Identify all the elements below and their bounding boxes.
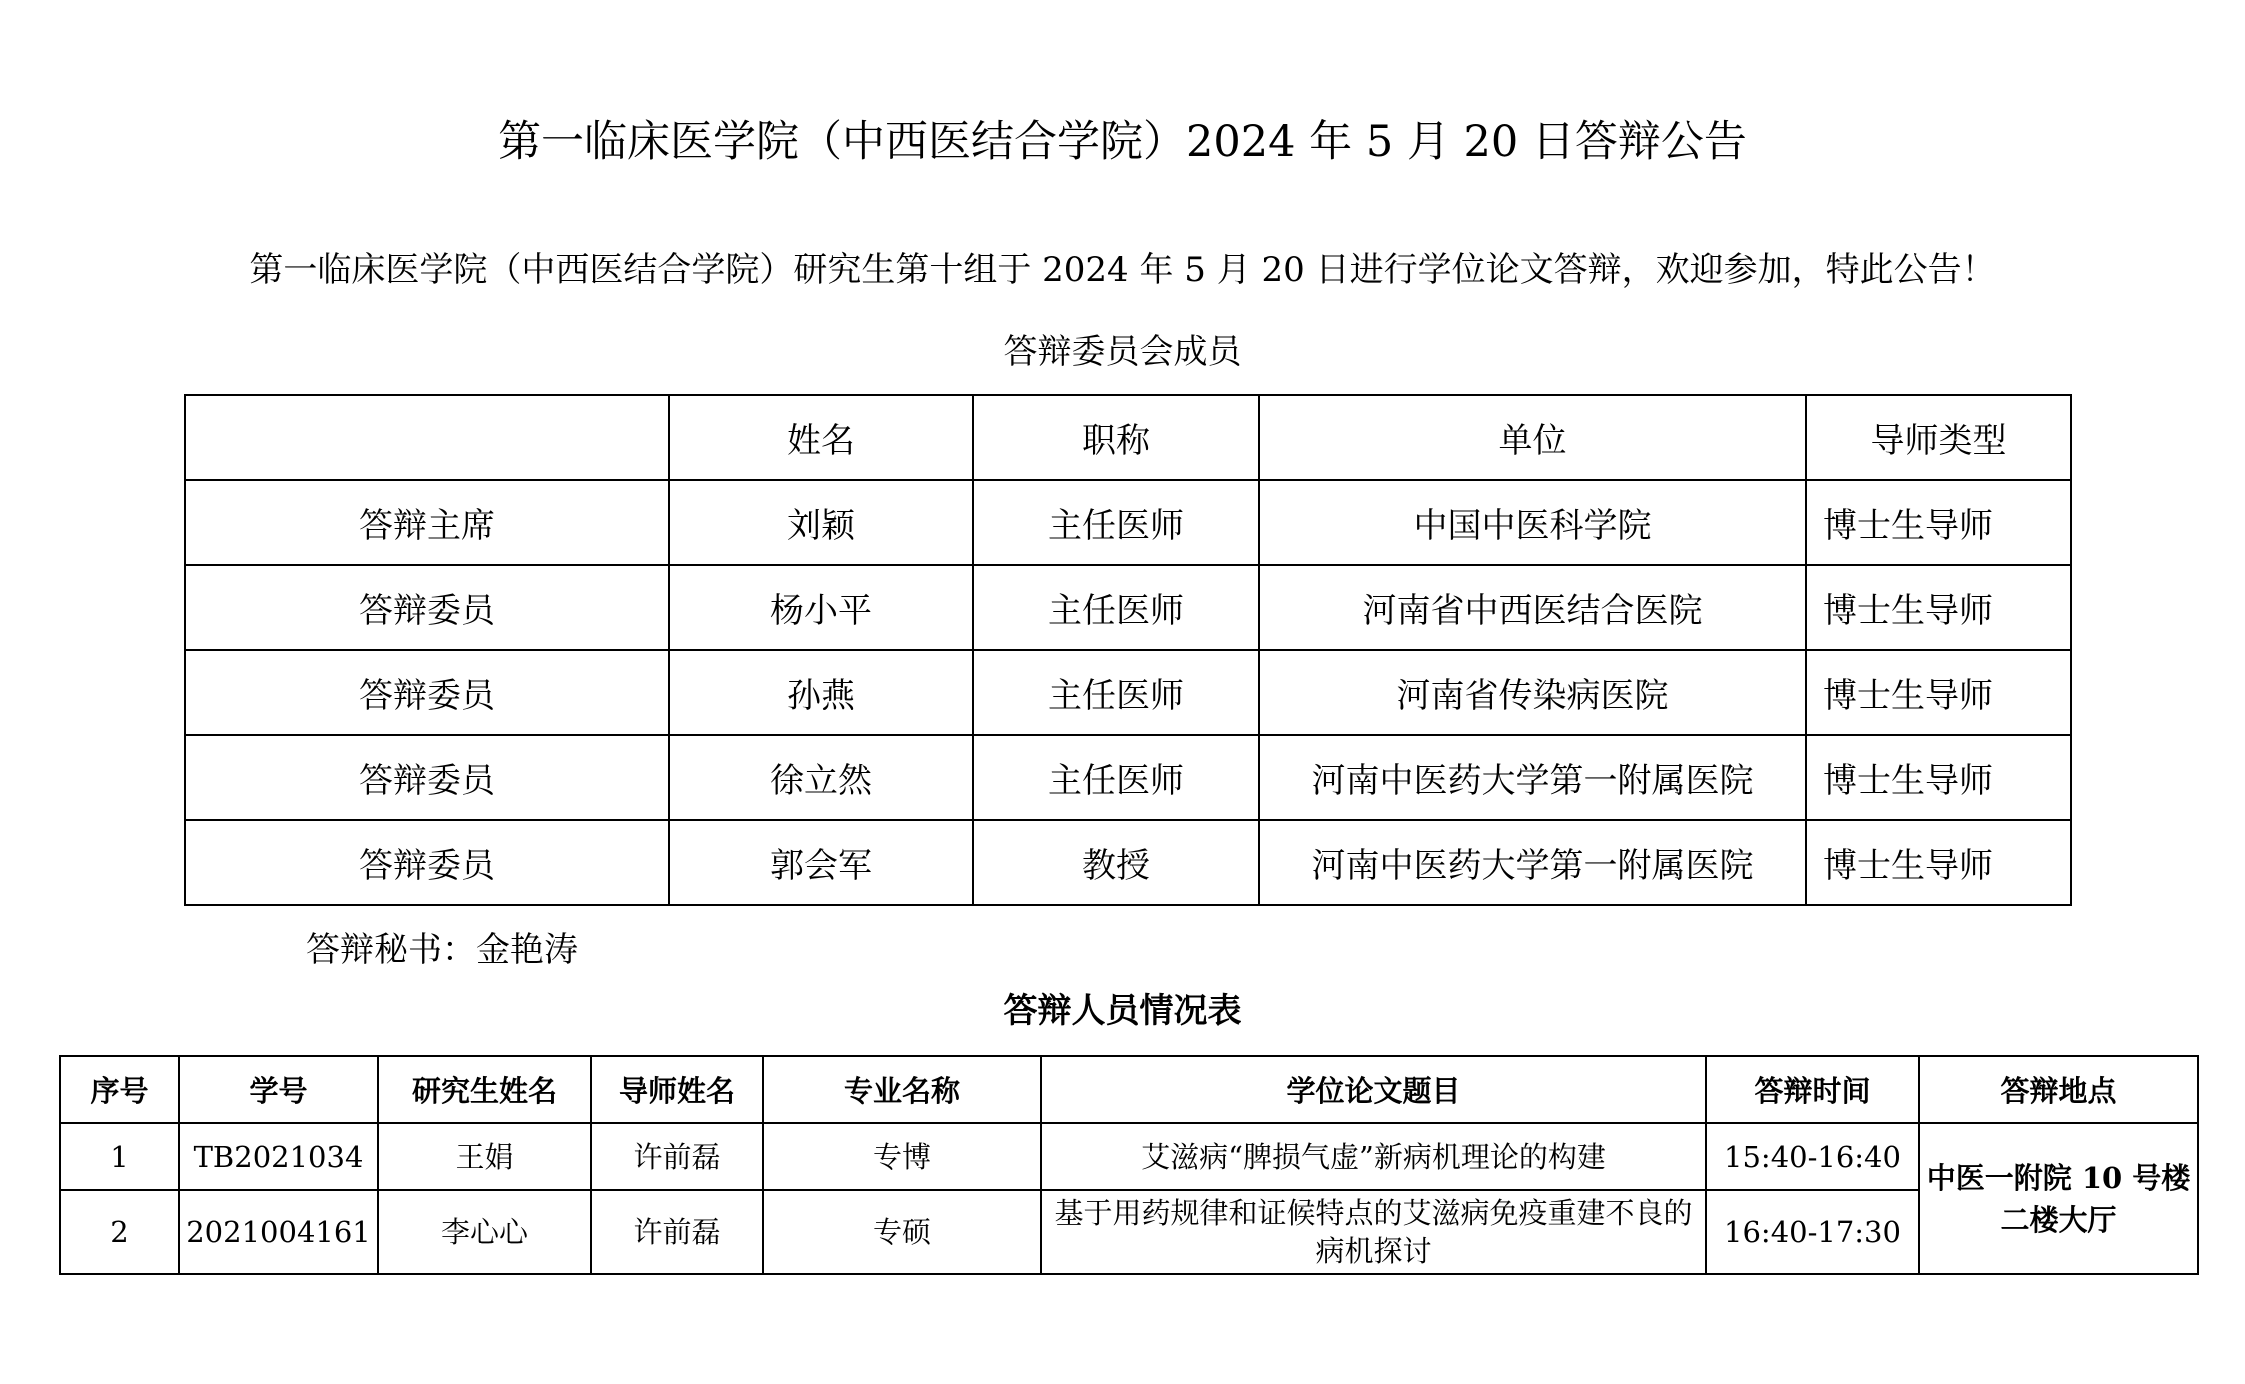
committee-role: 答辩委员: [185, 565, 669, 650]
defense-advisor-name: 许前磊: [591, 1123, 763, 1190]
committee-heading: 答辩委员会成员: [1003, 332, 1242, 372]
committee-advisor-type: 博士生导师: [1806, 565, 2071, 650]
committee-member-title: 主任医师: [973, 480, 1259, 565]
defense-header-row: [60, 1056, 2198, 1123]
committee-table: [184, 394, 2072, 906]
defense-location: 中医一附院 10 号楼二楼大厅: [1919, 1123, 2198, 1274]
committee-row: [185, 650, 2071, 735]
committee-member-name: 郭会军: [669, 820, 973, 905]
committee-advisor-type: 博士生导师: [1806, 650, 2071, 735]
committee-header-unit: 单位: [1259, 395, 1806, 480]
committee-member-title: 教授: [973, 820, 1259, 905]
defense-header-student-name: 研究生姓名: [378, 1056, 591, 1123]
announcement-intro: 第一临床医学院（中西医结合学院）研究生第十组于 2024 年 5 月 20 日进行学位论文答辩，欢迎参加，特此公告！: [249, 250, 1996, 290]
defense-header-thesis-title: 学位论文题目: [1041, 1056, 1706, 1123]
committee-member-name: 杨小平: [669, 565, 973, 650]
committee-secretary: 答辩秘书：金艳涛: [306, 930, 578, 970]
committee-header-title: 职称: [973, 395, 1259, 480]
committee-advisor-type: 博士生导师: [1806, 480, 2071, 565]
defense-major: 专硕: [763, 1190, 1041, 1274]
committee-member-unit: 河南省中西医结合医院: [1259, 565, 1806, 650]
defense-thesis-title: 艾滋病“脾损气虚”新病机理论的构建: [1041, 1123, 1706, 1190]
committee-member-title: 主任医师: [973, 735, 1259, 820]
committee-row: [185, 820, 2071, 905]
committee-row: [185, 480, 2071, 565]
defense-row: [60, 1123, 2198, 1190]
committee-row: [185, 565, 2071, 650]
defense-header-student-id: 学号: [179, 1056, 378, 1123]
committee-advisor-type: 博士生导师: [1806, 735, 2071, 820]
defense-student-id: TB2021034: [179, 1123, 378, 1190]
defense-index: 2: [60, 1190, 179, 1274]
committee-member-unit: 河南中医药大学第一附属医院: [1259, 820, 1806, 905]
committee-member-title: 主任医师: [973, 565, 1259, 650]
committee-role: 答辩委员: [185, 735, 669, 820]
defense-advisor-name: 许前磊: [591, 1190, 763, 1274]
defense-time: 15:40-16:40: [1706, 1123, 1919, 1190]
defense-student-name: 王娟: [378, 1123, 591, 1190]
committee-member-unit: 中国中医科学院: [1259, 480, 1806, 565]
committee-member-title: 主任医师: [973, 650, 1259, 735]
defense-student-name: 李心心: [378, 1190, 591, 1274]
defense-heading: 答辩人员情况表: [1003, 991, 1242, 1031]
defense-header-advisor-name: 导师姓名: [591, 1056, 763, 1123]
committee-member-unit: 河南省传染病医院: [1259, 650, 1806, 735]
committee-member-name: 孙燕: [669, 650, 973, 735]
defense-time: 16:40-17:30: [1706, 1190, 1919, 1274]
defense-index: 1: [60, 1123, 179, 1190]
committee-header-row: [185, 395, 2071, 480]
committee-row: [185, 735, 2071, 820]
defense-thesis-title: 基于用药规律和证候特点的艾滋病免疫重建不良的病机探讨: [1041, 1190, 1706, 1274]
committee-role: 答辩委员: [185, 650, 669, 735]
committee-member-name: 徐立然: [669, 735, 973, 820]
committee-header-role: [185, 395, 669, 480]
defense-header-location: 答辩地点: [1919, 1056, 2198, 1123]
committee-header-name: 姓名: [669, 395, 973, 480]
defense-major: 专博: [763, 1123, 1041, 1190]
defense-table: [59, 1055, 2199, 1275]
committee-role: 答辩委员: [185, 820, 669, 905]
committee-advisor-type: 博士生导师: [1806, 820, 2071, 905]
defense-header-index: 序号: [60, 1056, 179, 1123]
defense-student-id: 2021004161: [179, 1190, 378, 1274]
defense-row: [60, 1190, 2198, 1274]
committee-header-advisor-type: 导师类型: [1806, 395, 2071, 480]
committee-role: 答辩主席: [185, 480, 669, 565]
defense-header-major: 专业名称: [763, 1056, 1041, 1123]
committee-member-unit: 河南中医药大学第一附属医院: [1259, 735, 1806, 820]
committee-member-name: 刘颖: [669, 480, 973, 565]
announcement-title: 第一临床医学院（中西医结合学院）2024 年 5 月 20 日答辩公告: [498, 117, 1747, 167]
defense-header-time: 答辩时间: [1706, 1056, 1919, 1123]
